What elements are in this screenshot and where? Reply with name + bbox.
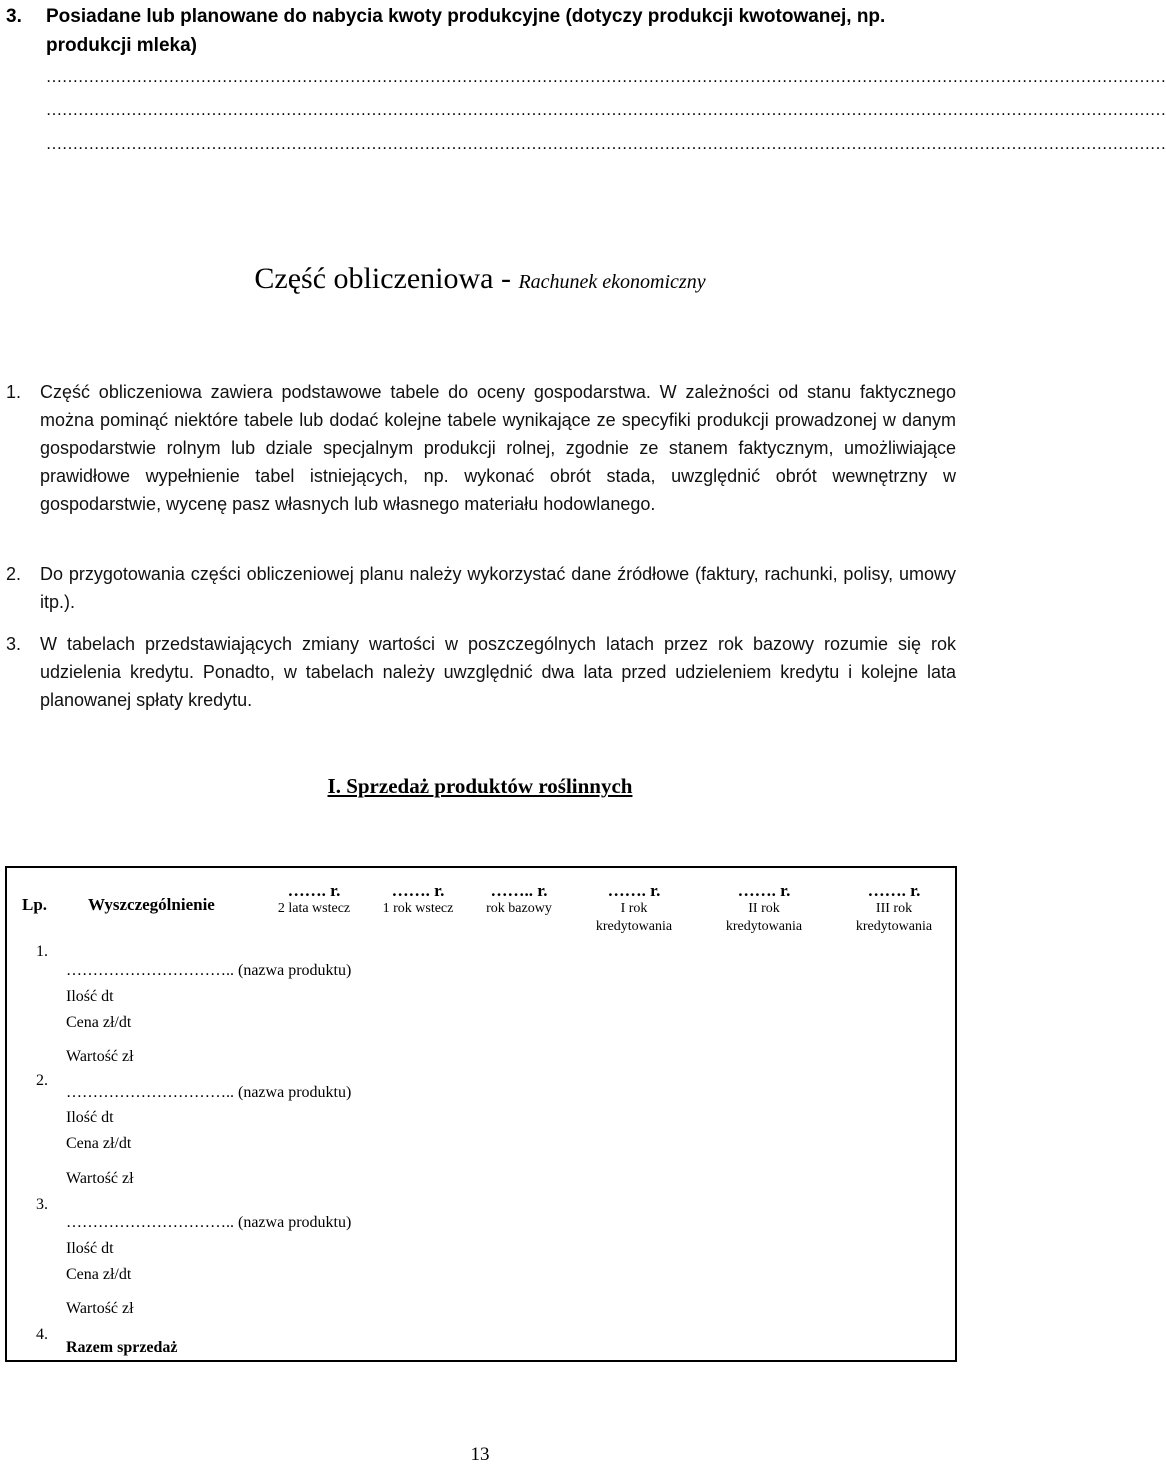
row-2-value: Wartość zł [66, 1170, 134, 1187]
row-3-product: ………………………….. (nazwa produktu) [66, 1214, 352, 1231]
page-number: 13 [470, 1444, 490, 1465]
paragraph-2-text: Do przygotowania części obliczeniowej planu należy wykorzystać dane źródłowe (faktury, rachunki, polisy, umowy itp.). [40, 564, 956, 612]
row-1-price: Cena zł/dt [66, 1014, 132, 1031]
col-header-year-3-bottom: rok bazowy [486, 901, 552, 916]
dotted-line-2: ………………………………………………………………………………………………………………………………………………………………………………………… [46, 102, 1166, 119]
calc-part-title-sub: Rachunek ekonomiczny [518, 271, 706, 293]
row-3-price: Cena zł/dt [66, 1266, 132, 1283]
col-header-year-1-bottom: 2 lata wstecz [277, 901, 351, 916]
total-row-lp: 4. [36, 1326, 48, 1343]
paragraph-3 [6, 630, 956, 720]
dotted-line-3: ………………………………………………………………………………………………………………………………………………………………………………………… [46, 136, 1166, 153]
paragraph-2 [6, 560, 956, 620]
row-1-value: Wartość zł [66, 1048, 134, 1065]
col-header-description: Wyszczególnienie [88, 895, 215, 914]
row-2-lp: 2. [36, 1072, 48, 1089]
calc-part-title [0, 262, 960, 299]
section-3-text: Posiadane lub planowane do nabycia kwoty produkcyjne (dotyczy produkcji kwotowanej, np. produkcji mleka) [46, 6, 886, 56]
paragraph-1-number: 1. [6, 382, 22, 402]
col-header-year-5-top: ……. r. [737, 881, 791, 900]
paragraph-1 [6, 378, 956, 548]
col-header-year-1-top: ……. r. [287, 881, 341, 900]
col-header-year-4-top: ……. r. [607, 881, 661, 900]
section-3-number: 3. [6, 6, 22, 27]
row-3-lp: 3. [36, 1196, 48, 1213]
row-2-product: ………………………….. (nazwa produktu) [66, 1084, 352, 1101]
col-header-year-2 [370, 882, 466, 918]
table-title: I. Sprzedaż produktów roślinnych [327, 774, 633, 798]
col-header-year-6-top: ……. r. [867, 881, 921, 900]
row-1-qty: Ilość dt [66, 988, 114, 1005]
col-header-year-4-bottom: I rok kredytowania [595, 901, 673, 934]
col-header-year-3-top: …….. r. [490, 881, 548, 900]
row-3-value: Wartość zł [66, 1300, 134, 1317]
paragraph-2-number: 2. [6, 564, 22, 584]
paragraph-3-number: 3. [6, 634, 22, 654]
col-header-year-2-bottom: 1 rok wstecz [382, 901, 454, 916]
col-header-year-5 [712, 882, 816, 936]
col-header-year-6 [842, 882, 946, 936]
paragraph-3-text: W tabelach przedstawiających zmiany wartości w poszczególnych latach przez rok bazowy rozumie się rok udzielenia kredytu. Ponadto, w tabelach należy uwzględnić dwa lata przed udzieleniem kredytu i kolejne lata planowanej spłaty kredytu. [40, 634, 956, 710]
row-3-qty: Ilość dt [66, 1240, 114, 1257]
row-1-lp: 1. [36, 943, 48, 960]
col-header-year-5-bottom: II rok kredytowania [725, 901, 803, 934]
col-header-year-1 [262, 882, 366, 918]
col-header-year-6-bottom: III rok kredytowania [855, 901, 933, 934]
col-header-year-2-top: ……. r. [391, 881, 445, 900]
col-header-year-4 [584, 882, 684, 936]
paragraph-1-text: Część obliczeniowa zawiera podstawowe tabele do oceny gospodarstwa. W zależności od stanu faktycznego można pominąć niektóre tabele lub dodać kolejne tabele wynikające ze specyfiki produkcji prowadzonej w danym gospodarstwie rolnym lub dziale specjalnym produkcji rolnej, zgodnie ze stanem faktycznym, umożliwiające prawidłowe wypełnienie tabel istniejących, np. wykonać obrót stada, uwzględnić obrót wewnętrzny w gospodarstwie, wycenę pasz własnych lub własnego materiału hodowlanego. [40, 382, 956, 514]
calc-part-title-main: Część obliczeniowa - [254, 262, 519, 295]
row-2-qty: Ilość dt [66, 1109, 114, 1126]
total-row-label: Razem sprzedaż [66, 1339, 178, 1356]
row-2-price: Cena zł/dt [66, 1135, 132, 1152]
col-header-lp: Lp. [22, 895, 48, 914]
dotted-line-1: ………………………………………………………………………………………………………………………………………………………………………………………… [46, 69, 1166, 86]
row-1-product: ………………………….. (nazwa produktu) [66, 962, 352, 979]
sales-table [5, 866, 957, 1362]
col-header-year-3 [472, 882, 566, 918]
